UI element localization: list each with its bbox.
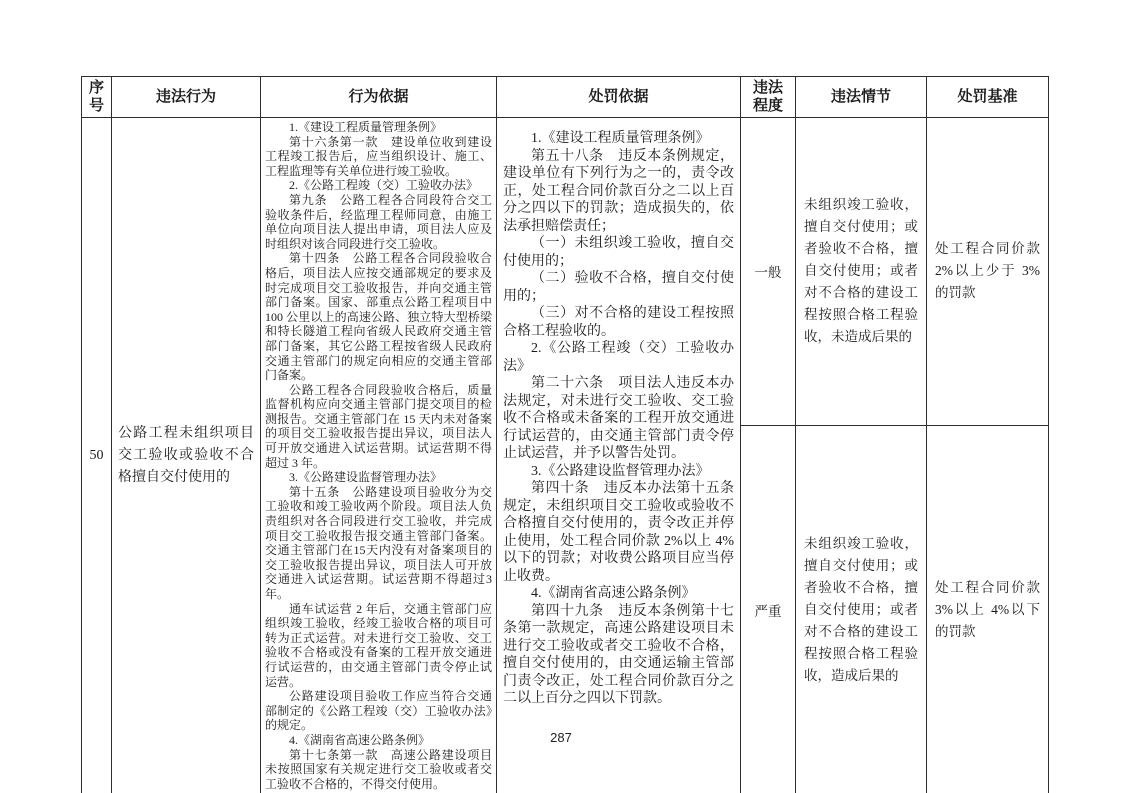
header-violation-circumstance: 违法情节 — [796, 77, 927, 118]
header-illegal-behavior: 违法行为 — [112, 77, 261, 118]
cell-illegal-behavior: 公路工程未组织项目交工验收或验收不合格擅自交付使用的 — [112, 118, 261, 793]
cell-standard-general: 处工程合同价款 2%以上少于 3%的罚款 — [927, 118, 1049, 426]
cell-serial-number: 50 — [82, 118, 112, 793]
penalty-table — [81, 76, 1049, 793]
cell-degree-severe: 严重 — [741, 425, 796, 793]
header-row — [82, 77, 1049, 118]
header-violation-degree: 违法程度 — [741, 77, 796, 118]
page-number: 287 — [550, 730, 572, 745]
cell-penalty-basis: 1.《建设工程质量管理条例》 第五十八条 违反本条例规定，建设单位有下列行为之一的，责令改正，处工程合同价款百分之二以上百分之四以下的罚款；造成损失的，依法承担赔偿责任； （一）未组织竣工验收，擅自交付使用的； （二）验收不合格，擅自交付使用的； （三）对不合格的建设工程按照合格工程验收的。 2.《公路工程竣（交）工验收办法》 第二十六条 项目法人违反本办法规定，对未进行交工验收、交工验收不合格或未备案的工程开放交通进行试运营的，由交通主管部门责令停止试运营，并予以警告处罚。 3.《公路建设监督管理办法》 第四十条 违反本办法第十五条规定，未组织项目交工验收或验收不合格擅自交付使用的，责令改正并停止使用，处工程合同价款 2%以上 4%以下的罚款；对收费公路项目应当停止收费。 4.《湖南省高速公路条例》 第四十九条 违反本条例第十七条第一款规定，高速公路建设项目未进行交工验收或者交工验收不合格，擅自交付使用的，由交通运输主管部门责令改正，处工程合同价款百分之二以上百分之四以下罚款。 — [497, 118, 741, 793]
header-penalty-standard: 处罚基准 — [927, 77, 1049, 118]
cell-circumstance-severe: 未组织竣工验收，擅自交付使用；或者验收不合格，擅自交付使用；或者对不合格的建设工程按照合格工程验收，造成后果的 — [796, 425, 927, 793]
header-penalty-basis: 处罚依据 — [497, 77, 741, 118]
header-behavior-basis: 行为依据 — [261, 77, 497, 118]
cell-degree-general: 一般 — [741, 118, 796, 426]
cell-standard-severe: 处工程合同价款 3%以上 4%以下的罚款 — [927, 425, 1049, 793]
cell-behavior-basis: 1.《建设工程质量管理条例》 第十六条第一款 建设单位收到建设工程竣工报告后，应当组织设计、施工、工程监理等有关单位进行竣工验收。 2.《公路工程竣（交）工验收办法》 第九条 公路工程各合同段符合交工验收条件后，经监理工程师同意，由施工单位向项目法人提出申请，项目法人应及时组织对该合同段进行交工验收。 第十四条 公路工程各合同段验收合格后，项目法人应按交通部规定的要求及时完成项目交工验收报告，并向交通主管部门备案。国家、部重点公路工程项目中 100 公里以上的高速公路、独立特大型桥梁和特长隧道工程向省级人民政府交通主管部门备案，其它公路工程按省级人民政府交通主管部门的规定向相应的交通主管部门备案。 公路工程各合同段验收合格后，质量监督机构应向交通主管部门提交项目的检测报告。交通主管部门在 15 天内未对备案的项目交工验收报告提出异议，项目法人可开放交通进入试运营期。试运营期不得超过 3 年。 3.《公路建设监督管理办法》 第十五条 公路建设项目验收分为交工验收和竣工验收两个阶段。项目法人负责组织对各合同段进行交工验收，并完成项目交工验收报告报交通主管部门备案。交通主管部门在15天内没有对备案项目的交工验收报告提出异议，项目法人可开放交通进入试运营期。试运营期不得超过3年。 通车试运营 2 年后，交通主管部门应组织竣工验收，经竣工验收合格的项目可转为正式运营。对未进行交工验收、交工验收不合格或没有备案的工程开放交通进行试运营的，由交通主管部门责令停止试运营。 公路建设项目验收工作应当符合交通部制定的《公路工程竣（交）工验收办法》的规定。 4.《湖南省高速公路条例》 第十七条第一款 高速公路建设项目未按照国家有关规定进行交工验收或者交工验收不合格的，不得交付使用。 — [261, 118, 497, 793]
header-serial: 序号 — [82, 77, 112, 118]
cell-circumstance-general: 未组织竣工验收，擅自交付使用；或者验收不合格，擅自交付使用；或者对不合格的建设工程按照合格工程验收，未造成后果的 — [796, 118, 927, 426]
table-row — [82, 118, 1049, 426]
